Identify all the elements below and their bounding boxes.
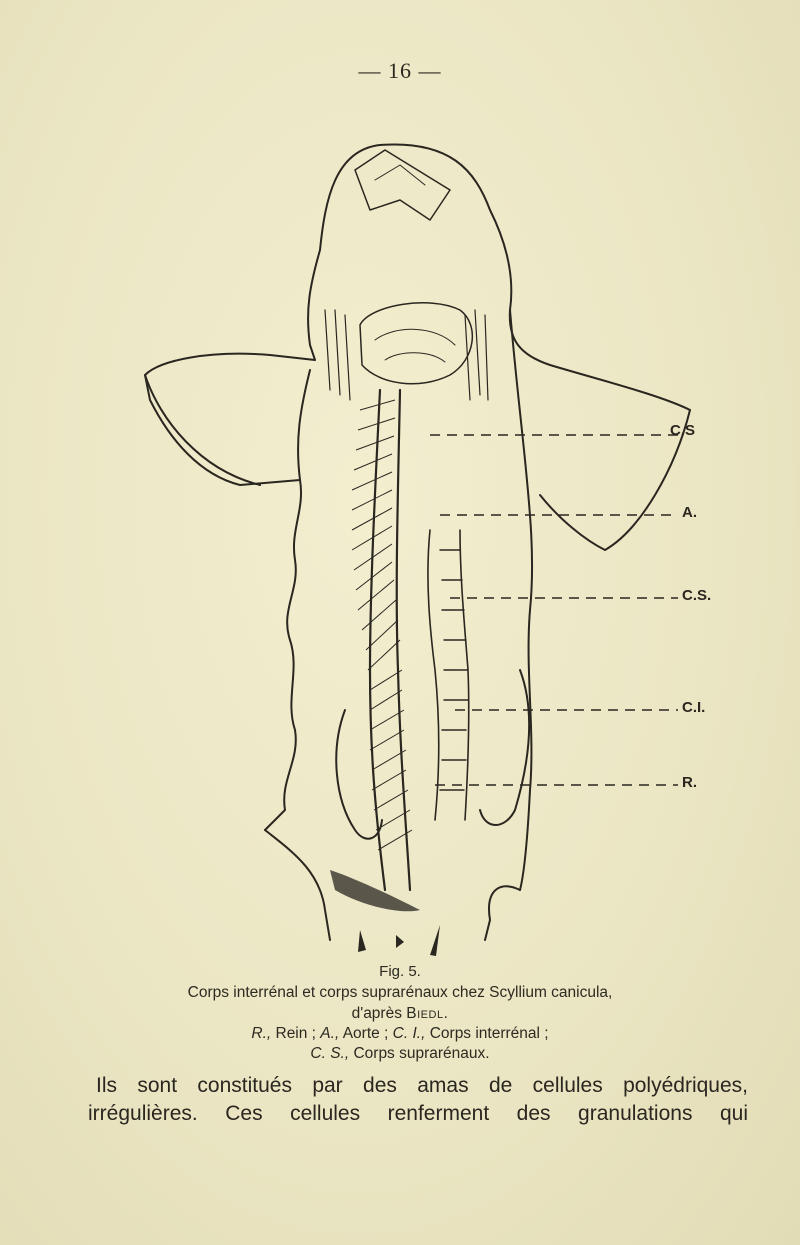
body-right <box>510 310 532 890</box>
legend-r-text: Rein ; <box>271 1025 321 1042</box>
caption-source <box>0 1004 800 1024</box>
label-cs-mid: C.S. <box>682 587 712 604</box>
caption-title: Corps interrénal et corps suprarénaux chez Scyllium canicula, <box>187 984 613 1001</box>
interrenal-body <box>428 530 439 820</box>
left-fin <box>145 375 260 485</box>
caption-source-author: Biedl. <box>406 1005 449 1022</box>
page-number: — 16 — <box>358 58 442 83</box>
anatomical-figure <box>130 110 750 960</box>
suprarenal-segments <box>440 550 468 790</box>
label-a: A. <box>682 504 697 521</box>
legend-a-abbr: A., <box>320 1025 340 1042</box>
body-paragraph-line-2: irrégulières. Ces cellules renferment des granulations qui <box>88 1102 748 1125</box>
legend-a-text: Aorte ; <box>339 1025 393 1042</box>
legend-ci-abbr: C. I., <box>392 1025 426 1042</box>
brain <box>360 303 472 384</box>
body-paragraph-line-1: Ils sont constitués par des amas de cellules polyédriques, <box>96 1074 748 1097</box>
snout <box>355 150 450 220</box>
legend-cs-text: Corps suprarénaux. <box>349 1045 490 1062</box>
caption-legend-2 <box>0 1044 800 1064</box>
tail-right <box>485 886 520 940</box>
body-left <box>265 370 310 830</box>
legend-cs-abbr: C. S., <box>310 1045 350 1062</box>
caption-legend-1 <box>0 1024 800 1044</box>
label-cs-top: C.S <box>670 422 696 439</box>
label-r: R. <box>682 774 697 791</box>
legend-ci-text: Corps interrénal ; <box>425 1025 549 1042</box>
legend-r-abbr: R., <box>251 1025 272 1042</box>
figure-number: Fig. 5. <box>379 963 421 980</box>
leader-lines <box>430 435 678 785</box>
head-outline-right <box>380 144 690 410</box>
gill-region <box>325 310 488 400</box>
caption-source-prefix: d'après <box>351 1005 402 1022</box>
right-fin <box>540 410 690 550</box>
spine-right <box>397 390 410 890</box>
kidney-right <box>480 670 529 825</box>
figure-drawing <box>130 110 750 960</box>
label-ci: C.I. <box>682 699 706 716</box>
tail-left <box>265 830 330 940</box>
spine-left <box>370 390 385 890</box>
kidney-left <box>336 710 382 839</box>
